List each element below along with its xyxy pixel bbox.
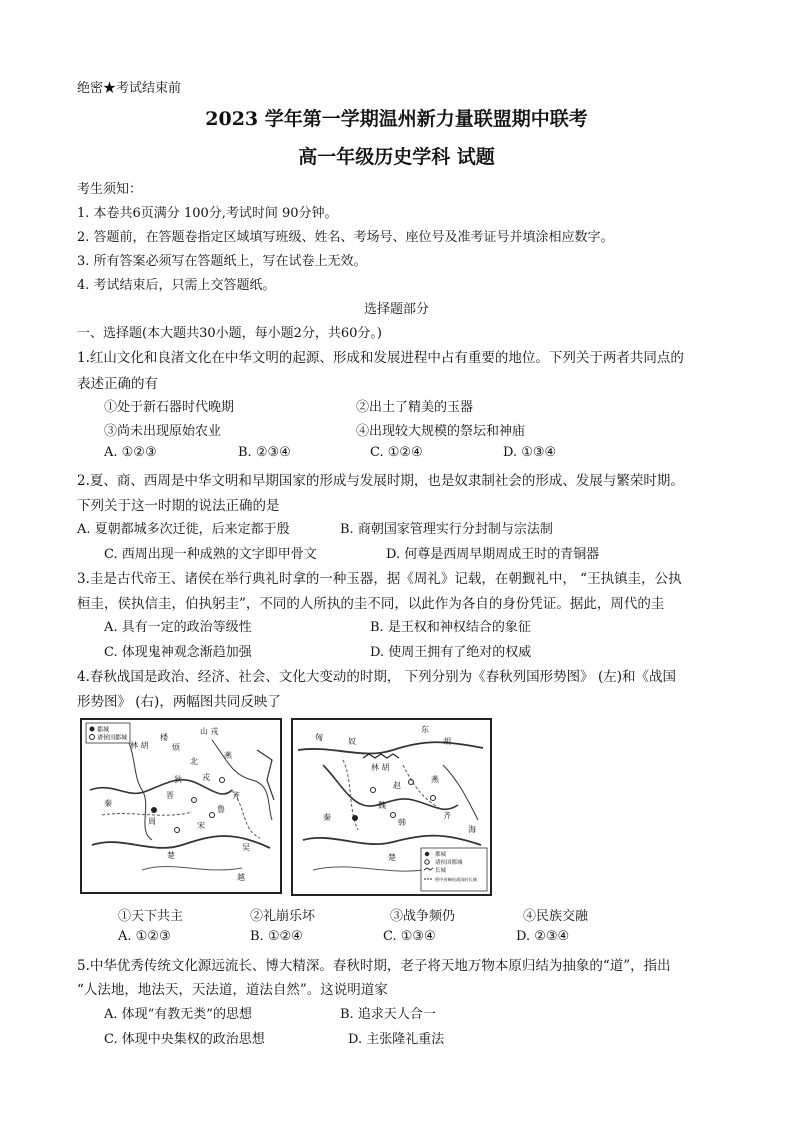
q4-option-a: A. ①②③: [118, 929, 171, 944]
map-label: 山 戎: [200, 727, 219, 736]
map-label: 狄: [174, 775, 182, 784]
map-label: 林 胡: [371, 763, 390, 772]
map-label: 晋: [166, 791, 174, 800]
map-label: 秦: [323, 813, 331, 822]
notice-item: 1. 本卷共6页满分 100分,考试时间 90分钟。: [77, 206, 338, 221]
q1-option-b: B. ②③④: [238, 445, 291, 460]
map-warring-states-drawing: [293, 720, 490, 894]
map-right-legend-wall: 长城: [435, 868, 447, 874]
map-label: 北: [190, 757, 198, 766]
map-left-legend-capital: 都城: [97, 726, 110, 734]
map-left-legend-state: 诸侯国都城: [97, 734, 128, 742]
q1-stem-line1: 1.红山文化和良渚文化在中华文明的起源、形成和发展进程中占有重要的地位。下列关于两者共同点的: [77, 350, 684, 366]
map-label: 匈: [315, 733, 323, 742]
q1-stem-line2: 表述正确的有: [77, 376, 158, 392]
q5-option-d: D. 主张隆礼重法: [348, 1032, 445, 1047]
q4-statement-1: ①天下共主: [118, 909, 184, 924]
map-label: 秦: [104, 799, 112, 808]
map-label: 楚: [167, 851, 175, 860]
q5-option-c: C. 体现中央集权的政治思想: [104, 1032, 265, 1047]
q3-stem-line1: 3.圭是古代帝王、诸侯在举行典礼时拿的一种玉器，据《周礼》记载，在朝觐礼中， “王执镇圭，公执: [77, 571, 682, 587]
map-right-legend-capital: 都城: [435, 852, 447, 858]
q3-stem-line2: 桓圭，侯执信圭，伯执躬圭”，不同的人所执的圭不同，以此作为各自的身份凭证。据此，周代的圭: [77, 596, 665, 612]
map-label: 楚: [388, 853, 396, 862]
q1-statement-3: ③尚未出现原始农业: [104, 424, 222, 439]
map-label: 周: [148, 817, 156, 826]
q1-option-a: A. ①②③: [104, 445, 157, 460]
q2-option-c: C. 西周出现一种成熟的文字即甲骨文: [104, 547, 317, 562]
map-label: 楼: [160, 733, 168, 742]
q3-option-b: B. 是王权和神权结合的象征: [370, 620, 531, 635]
q2-stem-line2: 下列关于这一时期的说法正确的是: [77, 498, 280, 514]
q4-option-d: D. ②③④: [516, 929, 570, 944]
q2-option-d: D. 何尊是西周早期周成王时的青铜器: [386, 547, 600, 562]
q4-option-c: C. ①③④: [383, 929, 436, 944]
map-label: 海: [468, 825, 476, 834]
map-label: 烦: [172, 743, 180, 752]
q1-statement-2: ②出土了精美的玉器: [356, 400, 474, 415]
q4-statement-3: ③战争频仍: [390, 909, 456, 924]
q1-statement-1: ①处于新石器时代晚期: [104, 400, 235, 415]
q2-option-a: A. 夏朝都城多次迁徙，后来定都于殷: [77, 522, 290, 537]
q4-statement-2: ②礼崩乐坏: [250, 909, 316, 924]
q1-statement-4: ④出现较大规模的祭坛和神庙: [356, 424, 526, 439]
q2-option-b: B. 商朝国家管理实行分封制与宗法制: [340, 522, 553, 537]
q5-option-a: A. 体现“有教无类”的思想: [104, 1007, 252, 1022]
map-label: 戎: [202, 773, 210, 782]
q4-stem-line1: 4.春秋战国是政治、经济、社会、文化大变动的时期， 下列分别为《春秋列国形势图》 (左)和《战国: [77, 669, 676, 685]
notice-heading: 考生须知：: [77, 182, 143, 197]
q4-stem-line2: 形势图》 (右)，两幅图共同反映了: [77, 694, 281, 710]
confidential-label: 绝密★考试结束前: [77, 81, 182, 96]
q3-option-a: A. 具有一定的政治等级性: [104, 620, 252, 635]
map-label: 宋: [197, 821, 205, 830]
map-label: 奴: [348, 737, 356, 746]
q2-stem-line1: 2.夏、商、西周是中华文明和早期国家的形成与发展时期，也是奴隶制社会的形成、发展与繁荣时期。: [77, 473, 684, 489]
map-label: 齐: [232, 791, 240, 800]
map-label: 齐: [443, 811, 451, 820]
notice-item: 4. 考试结束后，只需上交答题纸。: [77, 278, 276, 293]
map-spring-autumn-drawing: [82, 720, 280, 892]
q3-option-c: C. 体现鬼神观念渐趋加强: [104, 645, 252, 660]
map-right-legend-state: 诸侯国都城: [435, 860, 463, 866]
map-label: 韩: [398, 818, 406, 827]
map-label: 越: [237, 873, 245, 882]
section-part-title: 选择题部分: [363, 302, 429, 317]
notice-item: 3. 所有答案必须写在答题纸上，写在试卷上无效。: [77, 254, 367, 269]
q4-statement-4: ④民族交融: [523, 909, 589, 924]
map-label: 魏: [378, 801, 386, 810]
map-spring-autumn: [80, 718, 282, 894]
exam-subtitle: 高一年级历史学科 试题: [298, 146, 495, 168]
map-label: 胡: [443, 737, 451, 746]
q1-option-c: C. ①②④: [370, 445, 423, 460]
q5-option-b: B. 追求天人合一: [340, 1007, 436, 1022]
map-label: 燕: [431, 775, 439, 784]
exam-title: 2023 学年第一学期温州新力量联盟期中联考: [205, 108, 588, 130]
notice-item: 2. 答题前，在答题卷指定区域填写班级、姓名、考场号、座位号及准考证号并填涂相应数字。: [77, 230, 614, 245]
map-label: 吴: [242, 843, 250, 852]
map-label: 鲁: [217, 805, 225, 814]
q1-option-d: D. ①③④: [503, 445, 557, 460]
map-label: 东: [421, 725, 429, 734]
q5-stem-line2: “人法地，地法天，天法道，道法自然”。这说明道家: [77, 982, 388, 998]
map-label: 燕: [224, 751, 232, 760]
map-label: 赵: [393, 781, 401, 790]
q4-option-b: B. ①②④: [250, 929, 303, 944]
map-label: 林 胡: [130, 741, 149, 750]
section-heading: 一、选择题(本大题共30小题，每小题2分，共60分。): [77, 326, 382, 341]
q3-option-d: D. 使周王拥有了绝对的权威: [370, 645, 532, 660]
map-warring-states: [291, 718, 492, 896]
map-right-legend-omitted: 图中省略的战国时长城: [435, 877, 477, 882]
q5-stem-line1: 5.中华优秀传统文化源远流长、博大精深。春秋时期，老子将天地万物本原归结为抽象的“道”，指出: [77, 958, 671, 974]
